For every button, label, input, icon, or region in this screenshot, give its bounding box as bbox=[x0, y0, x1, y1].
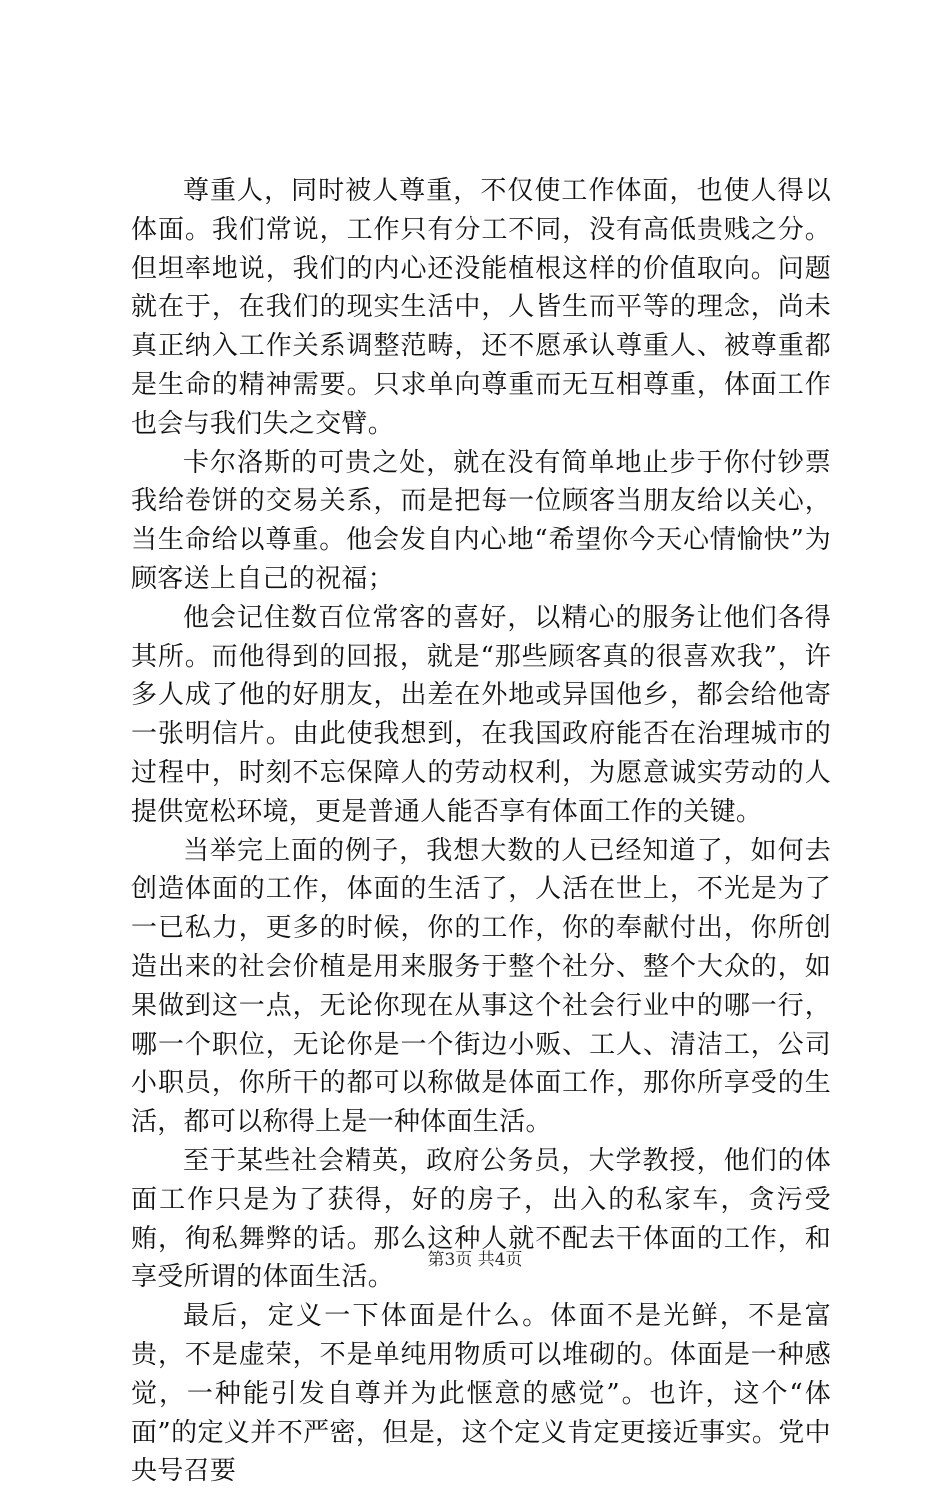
paragraph-3: 他会记住数百位常客的喜好，以精心的服务让他们各得其所。而他得到的回报，就是“那些顾客真的很喜欢我”，许多人成了他的好朋友，出差在外地或异国他乡，都会给他寄一张明信片。由此使我想到，在我国政府能否在治理城市的过程中，时刻不忘保障人的劳动权利，为愿意诚实劳动的人提供宽松环境，更是普通人能否享有体面工作的关键。 bbox=[131, 602, 831, 827]
paragraph-6: 最后，定义一下体面是什么。体面不是光鲜，不是富贵，不是虚荣，不是单纯用物质可以堆砌的。体面是一种感觉，一种能引发自尊并为此惬意的感觉”。也许，这个“体面”的定义并不严密，但是，这个定义肯定更接近事实。党中央号召要 bbox=[131, 1301, 831, 1487]
page-footer: 第3页 共4页 bbox=[427, 1250, 523, 1270]
paragraph-1: 尊重人，同时被人尊重，不仅使工作体面，也使人得以体面。我们常说，工作只有分工不同，没有高低贵贱之分。但坦率地说，我们的内心还没能植根这样的价值取向。问题就在于，在我们的现实生活中，人皆生而平等的理念，尚未真正纳入工作关系调整范畴，还不愿承认尊重人、被尊重都是生命的精神需要。只求单向尊重而无互相尊重，体面工作也会与我们失之交臂。 bbox=[131, 176, 831, 439]
body-text bbox=[131, 172, 831, 1491]
paragraph-4: 当举完上面的例子，我想大数的人已经知道了，如何去创造体面的工作，体面的生活了，人活在世上，不光是为了一已私力，更多的时候，你的工作，你的奉献付出，你所创造出来的社会价植是用来服务于整个社分、整个大众的，如果做到这一点，无论你现在从事这个社会行业中的哪一行，哪一个职位，无论你是一个街边小贩、工人、清洁工，公司小职员，你所干的都可以称做是体面工作，那你所享受的生活，都可以称得上是一种体面生活。 bbox=[131, 835, 831, 1138]
paragraph-5: 至于某些社会精英，政府公务员，大学教授，他们的体面工作只是为了获得，好的房子，出入的私家车，贪污受贿，徇私舞弊的话。那么这种人就不配去干体面的工作，和享受所谓的体面生活。 bbox=[131, 1145, 831, 1293]
paragraph-2: 卡尔洛斯的可贵之处，就在没有简单地止步于你付钞票我给卷饼的交易关系，而是把每一位顾客当朋友给以关心，当生命给以尊重。他会发自内心地“希望你今天心情愉快”为顾客送上自己的祝福； bbox=[131, 447, 831, 594]
